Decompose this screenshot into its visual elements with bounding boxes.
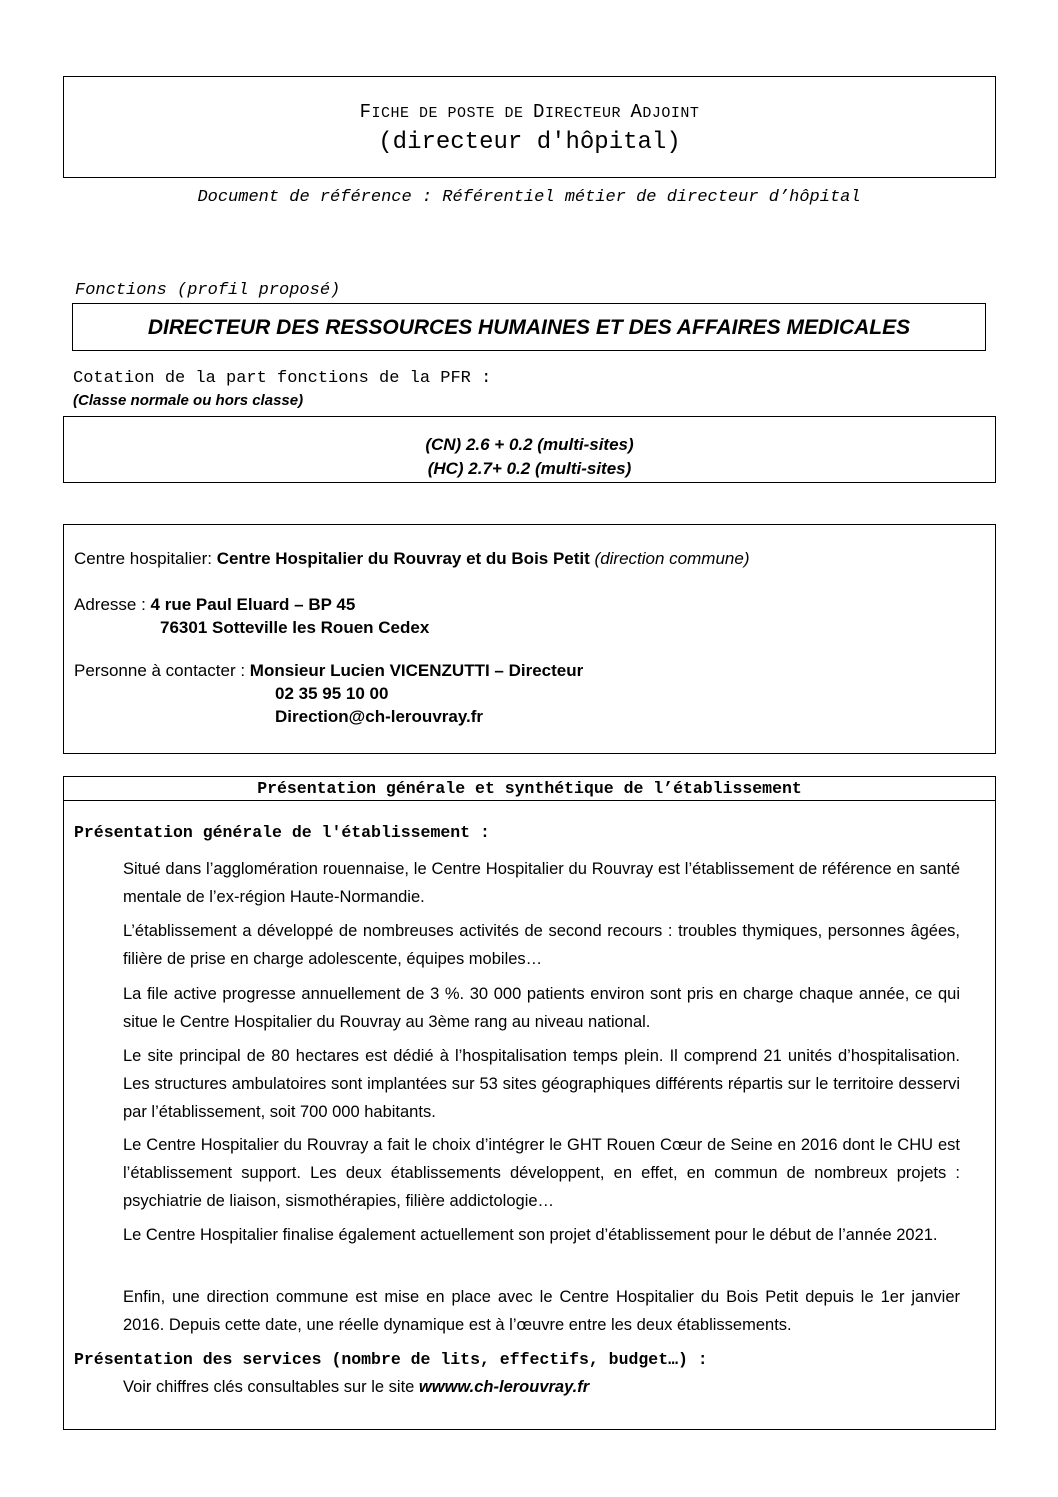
paragraph: Le site principal de 80 hectares est dédié à l’hospitalisation temps plein. Il comprend 21 unités d’hospitalisation. Les structures ambulatoires sont implantées sur 53 sites géographiques différents répartis sur le territoire desservi par l’établissement, soit 700 000 habitants. (123, 1047, 960, 1121)
cotation-hc: (HC) 2.7+ 0.2 (multi-sites) (427, 459, 632, 478)
presentation-header: Présentation générale et synthétique de l’établissement (64, 777, 995, 801)
presentation-box (63, 776, 996, 1430)
paragraph: La file active progresse annuellement de 3 %. 30 000 patients environ sont pris en charge chaque année, ce qui situe le Centre Hospitalier du Rouvray au 3ème rang au niveau national. (123, 985, 960, 1031)
cotation-label: Cotation de la part fonctions de la PFR : (73, 369, 492, 388)
cotation-box (63, 416, 996, 483)
website-link[interactable]: wwww.ch-lerouvray.fr (418, 1378, 590, 1396)
contact-phone: 02 35 95 10 00 (275, 684, 389, 703)
title-box (63, 76, 996, 178)
general-presentation-heading: Présentation générale de l'établissement : (74, 823, 490, 842)
centre-line (74, 549, 749, 569)
centre-name: Centre Hospitalier du Rouvray et du Bois Petit (216, 549, 590, 568)
job-title: FICHE DE POSTE DE DIRECTEUR ADJOINT (359, 101, 700, 123)
services-heading: Présentation des services (nombre de lits, effectifs, budget…) : (74, 1350, 708, 1369)
services-text: Voir chiffres clés consultables sur le site wwww.ch-lerouvray.fr (123, 1378, 590, 1396)
paragraph: Le Centre Hospitalier finalise également actuellement son projet d’établissement pour le début de l’année 2021. (123, 1226, 938, 1244)
person-label: Personne à contacter : (74, 661, 250, 680)
address-city: 76301 Sotteville les Rouen Cedex (160, 618, 430, 637)
contact-box (63, 524, 996, 754)
function-box (72, 303, 986, 351)
paragraph: L’établissement a développé de nombreuses activités de second recours : troubles thymiques, personnes âgées, filière de prise en charge adolescente, équipes mobiles… (123, 922, 960, 968)
document-reference: Document de référence : Référentiel métier de directeur d’hôpital (197, 188, 861, 207)
paragraph: Enfin, une direction commune est mise en place avec le Centre Hospitalier du Bois Petit depuis le 1er janvier 2016. Depuis cette date, une réelle dynamique est à l’œuvre entre les deux établissements. (123, 1288, 960, 1334)
paragraph: Le Centre Hospitalier du Rouvray a fait le choix d’intégrer le GHT Rouen Cœur de Seine en 2016 dont le CHU est l’établissement support. Les deux établissements développent, en effet, en commun de nombreux projets : psychiatrie de liaison, sismothérapies, filière addictologie… (123, 1136, 960, 1210)
cotation-note: (Classe normale ou hors classe) (73, 392, 304, 409)
fonctions-label: Fonctions (profil proposé) (75, 281, 341, 300)
centre-note: (direction commune) (589, 549, 750, 568)
person-line (74, 661, 583, 681)
address-line (74, 595, 355, 615)
job-subtitle: (directeur d'hôpital) (378, 129, 681, 156)
contact-email[interactable]: Direction@ch-lerouvray.fr (275, 707, 484, 726)
address-label: Adresse : (74, 595, 151, 614)
paragraph: Situé dans l’agglomération rouennaise, le Centre Hospitalier du Rouvray est l’établissement de référence en santé mentale de l’ex-région Haute-Normandie. (123, 860, 960, 906)
function-title: DIRECTEUR DES RESSOURCES HUMAINES ET DES AFFAIRES MEDICALES (147, 316, 911, 339)
address-street: 4 rue Paul Eluard – BP 45 (150, 595, 356, 614)
centre-label: Centre hospitalier: (74, 549, 217, 568)
person-name: Monsieur Lucien VICENZUTTI – Directeur (249, 661, 584, 680)
cotation-cn: (CN) 2.6 + 0.2 (multi-sites) (425, 435, 634, 454)
